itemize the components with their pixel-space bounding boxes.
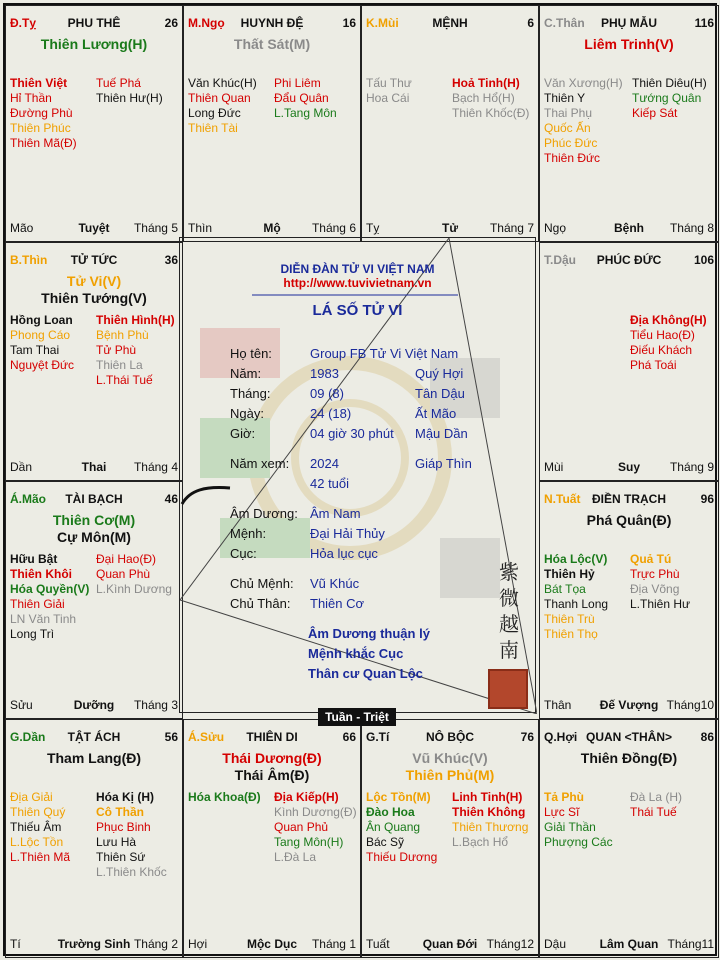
lunar-month: Tháng 6	[311, 221, 356, 235]
star-item: Thiên Quý	[10, 805, 66, 819]
lunar-month: Tháng11	[667, 937, 714, 951]
main-star: Thiên Tướng(V)	[41, 290, 147, 306]
star-item: Đà La (H)	[630, 790, 683, 804]
earthly-branch: Mùi	[544, 460, 564, 474]
star-item: Nguyệt Đức	[10, 358, 75, 372]
palace-header	[10, 253, 178, 269]
earthly-branch: Tí	[10, 937, 21, 951]
palace-cell	[5, 719, 183, 958]
lunar-month: Tháng10	[666, 698, 714, 712]
palace-cell	[539, 5, 719, 242]
palace-age: 86	[700, 730, 714, 744]
star-item: Tiểu Hao(Đ)	[630, 328, 695, 342]
palace-header	[10, 492, 178, 508]
earthly-branch: Thân	[544, 698, 572, 712]
star-item: Quả Tú	[630, 552, 672, 566]
palace-name: PHU THÊ	[67, 16, 121, 30]
star-item: Giải Thần	[544, 820, 596, 834]
palace-cell	[361, 5, 539, 242]
star-item: Địa Kiếp(H)	[274, 790, 339, 804]
main-star: Liêm Trinh(V)	[584, 36, 674, 52]
palace-age: 16	[342, 16, 356, 30]
palace-name: QUAN <THÂN>	[585, 730, 672, 744]
chart-title: LÁ SỐ TỬ VI	[312, 302, 403, 319]
conclusion-line: Mệnh khắc Cục	[308, 646, 404, 661]
star-item: L.Thiên Mã	[10, 850, 71, 864]
star-item: L.Bạch Hổ	[452, 835, 509, 849]
star-item: Tuế Phá	[96, 76, 141, 90]
star-item: L.Thái Tuế	[96, 373, 153, 387]
palace-footer	[10, 221, 178, 235]
lunar-month: Tháng 3	[133, 698, 178, 712]
earthly-branch: Dần	[10, 460, 33, 474]
info-value: 24 (18)	[310, 406, 352, 421]
star-item: Hoả Tinh(H)	[452, 76, 520, 90]
earthly-branch: Tuất	[366, 937, 390, 951]
star-item: Thiên Việt	[10, 76, 68, 90]
stem-branch: G.Dần	[10, 730, 46, 744]
star-item: Cô Thần	[96, 805, 144, 819]
info-value: Đại Hải Thủy	[310, 526, 385, 541]
star-item: Thiên Thương	[452, 820, 529, 834]
star-item: Phong Cáo	[10, 328, 71, 342]
stem-branch: Q.Hợi	[544, 730, 578, 744]
info-label: Cục:	[230, 546, 257, 561]
red-seal-stamp	[488, 669, 528, 709]
info-label: Mệnh:	[230, 526, 267, 541]
main-star: Thái Dương(Đ)	[222, 750, 322, 766]
life-phase: Tuyệt	[78, 221, 110, 235]
life-phase: Mộ	[263, 221, 281, 235]
star-item: Địa Không(H)	[630, 313, 707, 327]
star-item: Thiếu Dương	[366, 850, 438, 864]
star-item: Thiên Diêu(H)	[632, 76, 707, 90]
info-label: Năm:	[230, 366, 262, 381]
star-item: Thiên Hình(H)	[96, 313, 175, 327]
palace-name: PHÚC ĐỨC	[596, 253, 662, 267]
stem-branch: B.Thìn	[10, 253, 48, 267]
star-item: Thiên Mã(Đ)	[10, 136, 77, 150]
star-item: Phi Liêm	[274, 76, 321, 90]
star-item: Bát Tọa	[544, 582, 586, 596]
star-item: Kiếp Sát	[632, 106, 678, 120]
conclusion-line: Thân cư Quan Lộc	[308, 666, 423, 681]
info-value: Thiên Cơ	[310, 596, 365, 611]
conclusion-line: Âm Dương thuận lý	[308, 626, 430, 641]
stem-branch: C.Thân	[544, 16, 585, 30]
info-value-stembranch: Giáp Thìn	[415, 456, 472, 471]
star-item: Trực Phù	[630, 567, 680, 581]
info-value-stembranch: Mậu Dần	[415, 426, 468, 441]
life-phase: Dưỡng	[73, 698, 115, 712]
info-label: Chủ Mệnh:	[230, 576, 294, 591]
info-label: Ngày:	[230, 406, 264, 421]
star-item: Tam Thai	[10, 343, 60, 357]
star-item: Điếu Khách	[630, 343, 693, 357]
star-item: Hóa Lộc(V)	[544, 552, 608, 566]
palace-cell	[539, 719, 719, 958]
star-item: L.Thiên Khốc	[96, 865, 167, 879]
star-item: Thiên Quan	[188, 91, 251, 105]
brush-stroke	[180, 482, 240, 512]
palace-header	[544, 492, 714, 508]
star-item: Hóa Khoa(Đ)	[188, 790, 261, 804]
main-star: Tử Vi(V)	[66, 273, 122, 289]
info-label: Tháng:	[230, 386, 271, 401]
stem-branch: Đ.Tỵ	[10, 16, 37, 30]
palace-cell	[539, 481, 719, 719]
star-item: Thiên Thọ	[544, 627, 598, 641]
palace-header	[10, 16, 178, 32]
star-item: Quan Phủ	[274, 820, 329, 834]
info-label: Năm xem:	[230, 456, 290, 471]
main-star: Thất Sát(M)	[233, 36, 311, 52]
seal-character: 紫	[499, 560, 519, 584]
palace-header	[366, 730, 534, 746]
palace-name: NÔ BỘC	[426, 730, 474, 744]
info-value: Vũ Khúc	[310, 576, 360, 591]
main-star: Thiên Lương(H)	[40, 36, 148, 52]
palace-footer	[544, 460, 714, 474]
info-label: Họ tên:	[230, 346, 272, 361]
main-star: Thiên Phủ(M)	[405, 767, 495, 783]
star-item: L.Lộc Tồn	[10, 835, 64, 849]
stem-branch: Á.Mão	[10, 492, 46, 506]
star-item: Kình Dương(Đ)	[274, 805, 357, 819]
star-item: Văn Khúc(H)	[188, 76, 257, 90]
stem-branch: M.Ngọ	[188, 16, 225, 30]
palace-cell	[183, 5, 361, 242]
palace-cell	[361, 719, 539, 958]
star-item: Hóa Kị (H)	[96, 790, 154, 804]
palace-age: 96	[700, 492, 714, 506]
lunar-month: Tháng 7	[489, 221, 534, 235]
main-star: Thiên Cơ(M)	[52, 512, 136, 528]
star-item: Thiên Y	[544, 91, 586, 105]
star-item: Tấu Thư	[366, 76, 412, 90]
star-item: Thanh Long	[544, 597, 609, 611]
info-value: Âm Nam	[310, 506, 361, 521]
star-item: Tả Phù	[544, 790, 585, 804]
life-phase: Quan Đới	[422, 937, 478, 951]
info-label: Giờ:	[230, 426, 256, 441]
stem-branch: N.Tuất	[544, 492, 581, 506]
center-info-panel	[179, 237, 536, 713]
star-item: Hóa Quyền(V)	[10, 582, 90, 596]
palace-name: MỆNH	[432, 16, 468, 30]
star-item: Lực Sĩ	[544, 805, 580, 819]
star-item: Thiên Không	[452, 805, 526, 819]
info-value-stembranch: Quý Hợi	[415, 366, 464, 381]
star-item: L.Thiên Hư	[630, 597, 691, 611]
main-star: Tham Lang(Đ)	[46, 750, 142, 766]
life-phase: Thai	[81, 460, 107, 474]
palace-header	[544, 16, 714, 32]
info-label: Chủ Thân:	[230, 596, 291, 611]
palace-cell	[539, 242, 719, 481]
main-star: Vũ Khúc(V)	[412, 750, 488, 766]
seal-character: 越	[499, 612, 519, 636]
lunar-month: Tháng 5	[133, 221, 178, 235]
life-phase: Bệnh	[614, 221, 644, 235]
palace-age: 46	[164, 492, 178, 506]
star-item: Đẩu Quân	[274, 91, 329, 105]
palace-header	[188, 730, 356, 746]
star-item: Thiên Khôi	[10, 567, 72, 581]
info-value: Hỏa lục cục	[310, 546, 378, 561]
star-item: Đại Hao(Đ)	[96, 552, 157, 566]
star-item: Bạch Hổ(H)	[452, 91, 515, 105]
palace-age: 66	[342, 730, 356, 744]
star-item: Tang Môn(H)	[274, 835, 344, 849]
palace-cell	[5, 481, 183, 719]
info-value: 1983	[310, 366, 339, 381]
star-item: Hồng Loan	[10, 313, 73, 327]
palace-name: ĐIỀN TRẠCH	[592, 492, 666, 506]
star-item: L.Đà La	[274, 850, 317, 864]
star-item: Linh Tinh(H)	[452, 790, 523, 804]
star-item: Lộc Tồn(M)	[366, 790, 431, 804]
star-item: Bệnh Phù	[96, 328, 149, 342]
star-item: Hữu Bật	[10, 552, 58, 566]
palace-header	[544, 253, 714, 269]
star-item: Thiên Phúc	[10, 121, 71, 135]
palace-header	[544, 730, 714, 746]
stem-branch: G.Tí	[366, 730, 390, 744]
star-item: Thai Phụ	[544, 106, 593, 120]
palace-age: 116	[694, 16, 714, 30]
star-item: Thiên Trù	[544, 612, 595, 626]
star-item: Thiên Khốc(Đ)	[452, 106, 530, 120]
info-value-stembranch: Ất Mão	[415, 406, 457, 421]
earthly-branch: Thìn	[188, 221, 213, 235]
life-phase: Suy	[617, 460, 640, 474]
star-item: Thiếu Âm	[10, 820, 62, 834]
palace-header	[188, 16, 356, 32]
lunar-month: Tháng 2	[133, 937, 178, 951]
star-item: Phượng Các	[544, 835, 613, 849]
star-item: Đào Hoa	[366, 805, 415, 819]
earthly-branch: Ngọ	[544, 221, 567, 235]
forum-name: DIỄN ĐÀN TỬ VI VIỆT NAM	[280, 262, 435, 276]
life-phase: Đế Vượng	[599, 698, 659, 712]
star-item: Hoa Cái	[366, 91, 410, 105]
palace-footer	[544, 698, 714, 712]
palace-age: 6	[527, 16, 534, 30]
palace-age: 76	[520, 730, 534, 744]
life-phase: Tử	[441, 221, 459, 235]
palace-age: 26	[164, 16, 178, 30]
star-item: L.Kình Dương	[96, 582, 172, 596]
star-item: Văn Xương(H)	[544, 76, 623, 90]
star-item: Thiên Sứ	[96, 850, 146, 864]
star-item: Phục Binh	[96, 820, 151, 834]
earthly-branch: Dậu	[544, 937, 567, 951]
palace-age: 36	[164, 253, 178, 267]
palace-footer	[188, 221, 356, 235]
palace-footer	[188, 937, 356, 951]
palace-footer	[10, 698, 178, 712]
palace-footer	[10, 460, 178, 474]
stem-branch: Á.Sửu	[188, 730, 225, 744]
star-item: Thiên Giải	[10, 597, 65, 611]
lunar-month: Tháng 9	[669, 460, 714, 474]
star-item: Địa Võng	[630, 582, 680, 596]
palace-name: TẬT ÁCH	[67, 730, 121, 744]
palace-cell	[5, 242, 183, 481]
star-item: Thiên Hư(H)	[96, 91, 163, 105]
info-value: 09 (8)	[310, 386, 344, 401]
star-item: Đường Phù	[10, 106, 73, 120]
palace-cell	[5, 5, 183, 242]
info-value-stembranch: Tân Dậu	[415, 386, 465, 401]
star-item: Phá Toái	[630, 358, 677, 372]
star-item: Địa Giải	[10, 790, 53, 804]
info-label: Âm Dương:	[230, 506, 298, 521]
palace-header	[366, 16, 534, 32]
earthly-branch: Hợi	[188, 937, 208, 951]
earthly-branch: Mão	[10, 221, 34, 235]
palace-footer	[366, 937, 534, 951]
star-item: L.Tang Môn	[274, 106, 337, 120]
palace-age: 106	[693, 253, 714, 267]
info-value: 2024	[310, 456, 339, 471]
star-item: Tử Phù	[96, 343, 137, 357]
star-item: Quốc Ấn	[544, 121, 591, 135]
star-item: Thiên Hỷ	[544, 567, 595, 581]
main-star: Phá Quân(Đ)	[586, 512, 672, 528]
life-phase: Lâm Quan	[599, 937, 659, 951]
star-item: Phúc Đức	[544, 136, 598, 150]
life-phase: Trường Sinh	[57, 937, 131, 951]
life-phase: Mộc Dục	[246, 937, 297, 951]
palace-name: HUYNH ĐỆ	[240, 16, 304, 30]
lunar-month: Tháng12	[486, 937, 534, 951]
main-star: Thái Âm(Đ)	[234, 767, 310, 783]
seal-character: 微	[499, 586, 519, 610]
palace-cell	[183, 719, 361, 958]
star-item: Bác Sỹ	[366, 835, 405, 849]
palace-name: TỬ TỨC	[70, 253, 118, 267]
palace-name: PHỤ MẪU	[601, 16, 657, 30]
palace-header	[10, 730, 178, 746]
lunar-month: Tháng 4	[133, 460, 178, 474]
stem-branch: T.Dậu	[544, 253, 577, 267]
star-item: Thiên Tài	[188, 121, 238, 135]
info-value: 42 tuổi	[310, 476, 350, 491]
palace-name: TÀI BẠCH	[65, 492, 123, 506]
star-item: Long Trì	[10, 627, 55, 641]
star-item: Thiên Đức	[544, 151, 601, 165]
palace-name: THIÊN DI	[246, 730, 298, 744]
star-item: Long Đức	[188, 106, 241, 120]
palace-age: 56	[164, 730, 178, 744]
palace-footer	[10, 937, 178, 951]
forum-url[interactable]: http://www.tuvivietnam.vn	[283, 276, 432, 290]
tuan-triet-badge: Tuần - Triệt	[318, 708, 396, 726]
star-item: Ân Quang	[366, 820, 421, 834]
lunar-month: Tháng 1	[311, 937, 356, 951]
palace-footer	[544, 937, 714, 951]
star-item: Thiên La	[96, 358, 143, 372]
star-item: Quan Phù	[96, 567, 151, 581]
star-item: Thái Tuế	[630, 805, 677, 819]
star-item: LN Văn Tinh	[10, 612, 77, 626]
palace-footer	[544, 221, 714, 235]
main-star: Thiên Đồng(Đ)	[580, 750, 678, 766]
star-item: Tướng Quân	[632, 91, 702, 105]
info-value: Group FB Tử Vi Việt Nam	[310, 346, 459, 361]
star-item: Hỉ Thần	[10, 91, 52, 105]
main-star: Cự Môn(M)	[57, 529, 131, 545]
star-item: Lưu Hà	[96, 835, 137, 849]
info-value: 04 giờ 30 phút	[310, 426, 394, 441]
palace-footer	[366, 221, 534, 235]
seal-character: 南	[499, 638, 519, 662]
lunar-month: Tháng 8	[669, 221, 714, 235]
earthly-branch: Tỵ	[366, 221, 380, 235]
earthly-branch: Sửu	[10, 698, 33, 712]
stem-branch: K.Mùi	[366, 16, 399, 30]
